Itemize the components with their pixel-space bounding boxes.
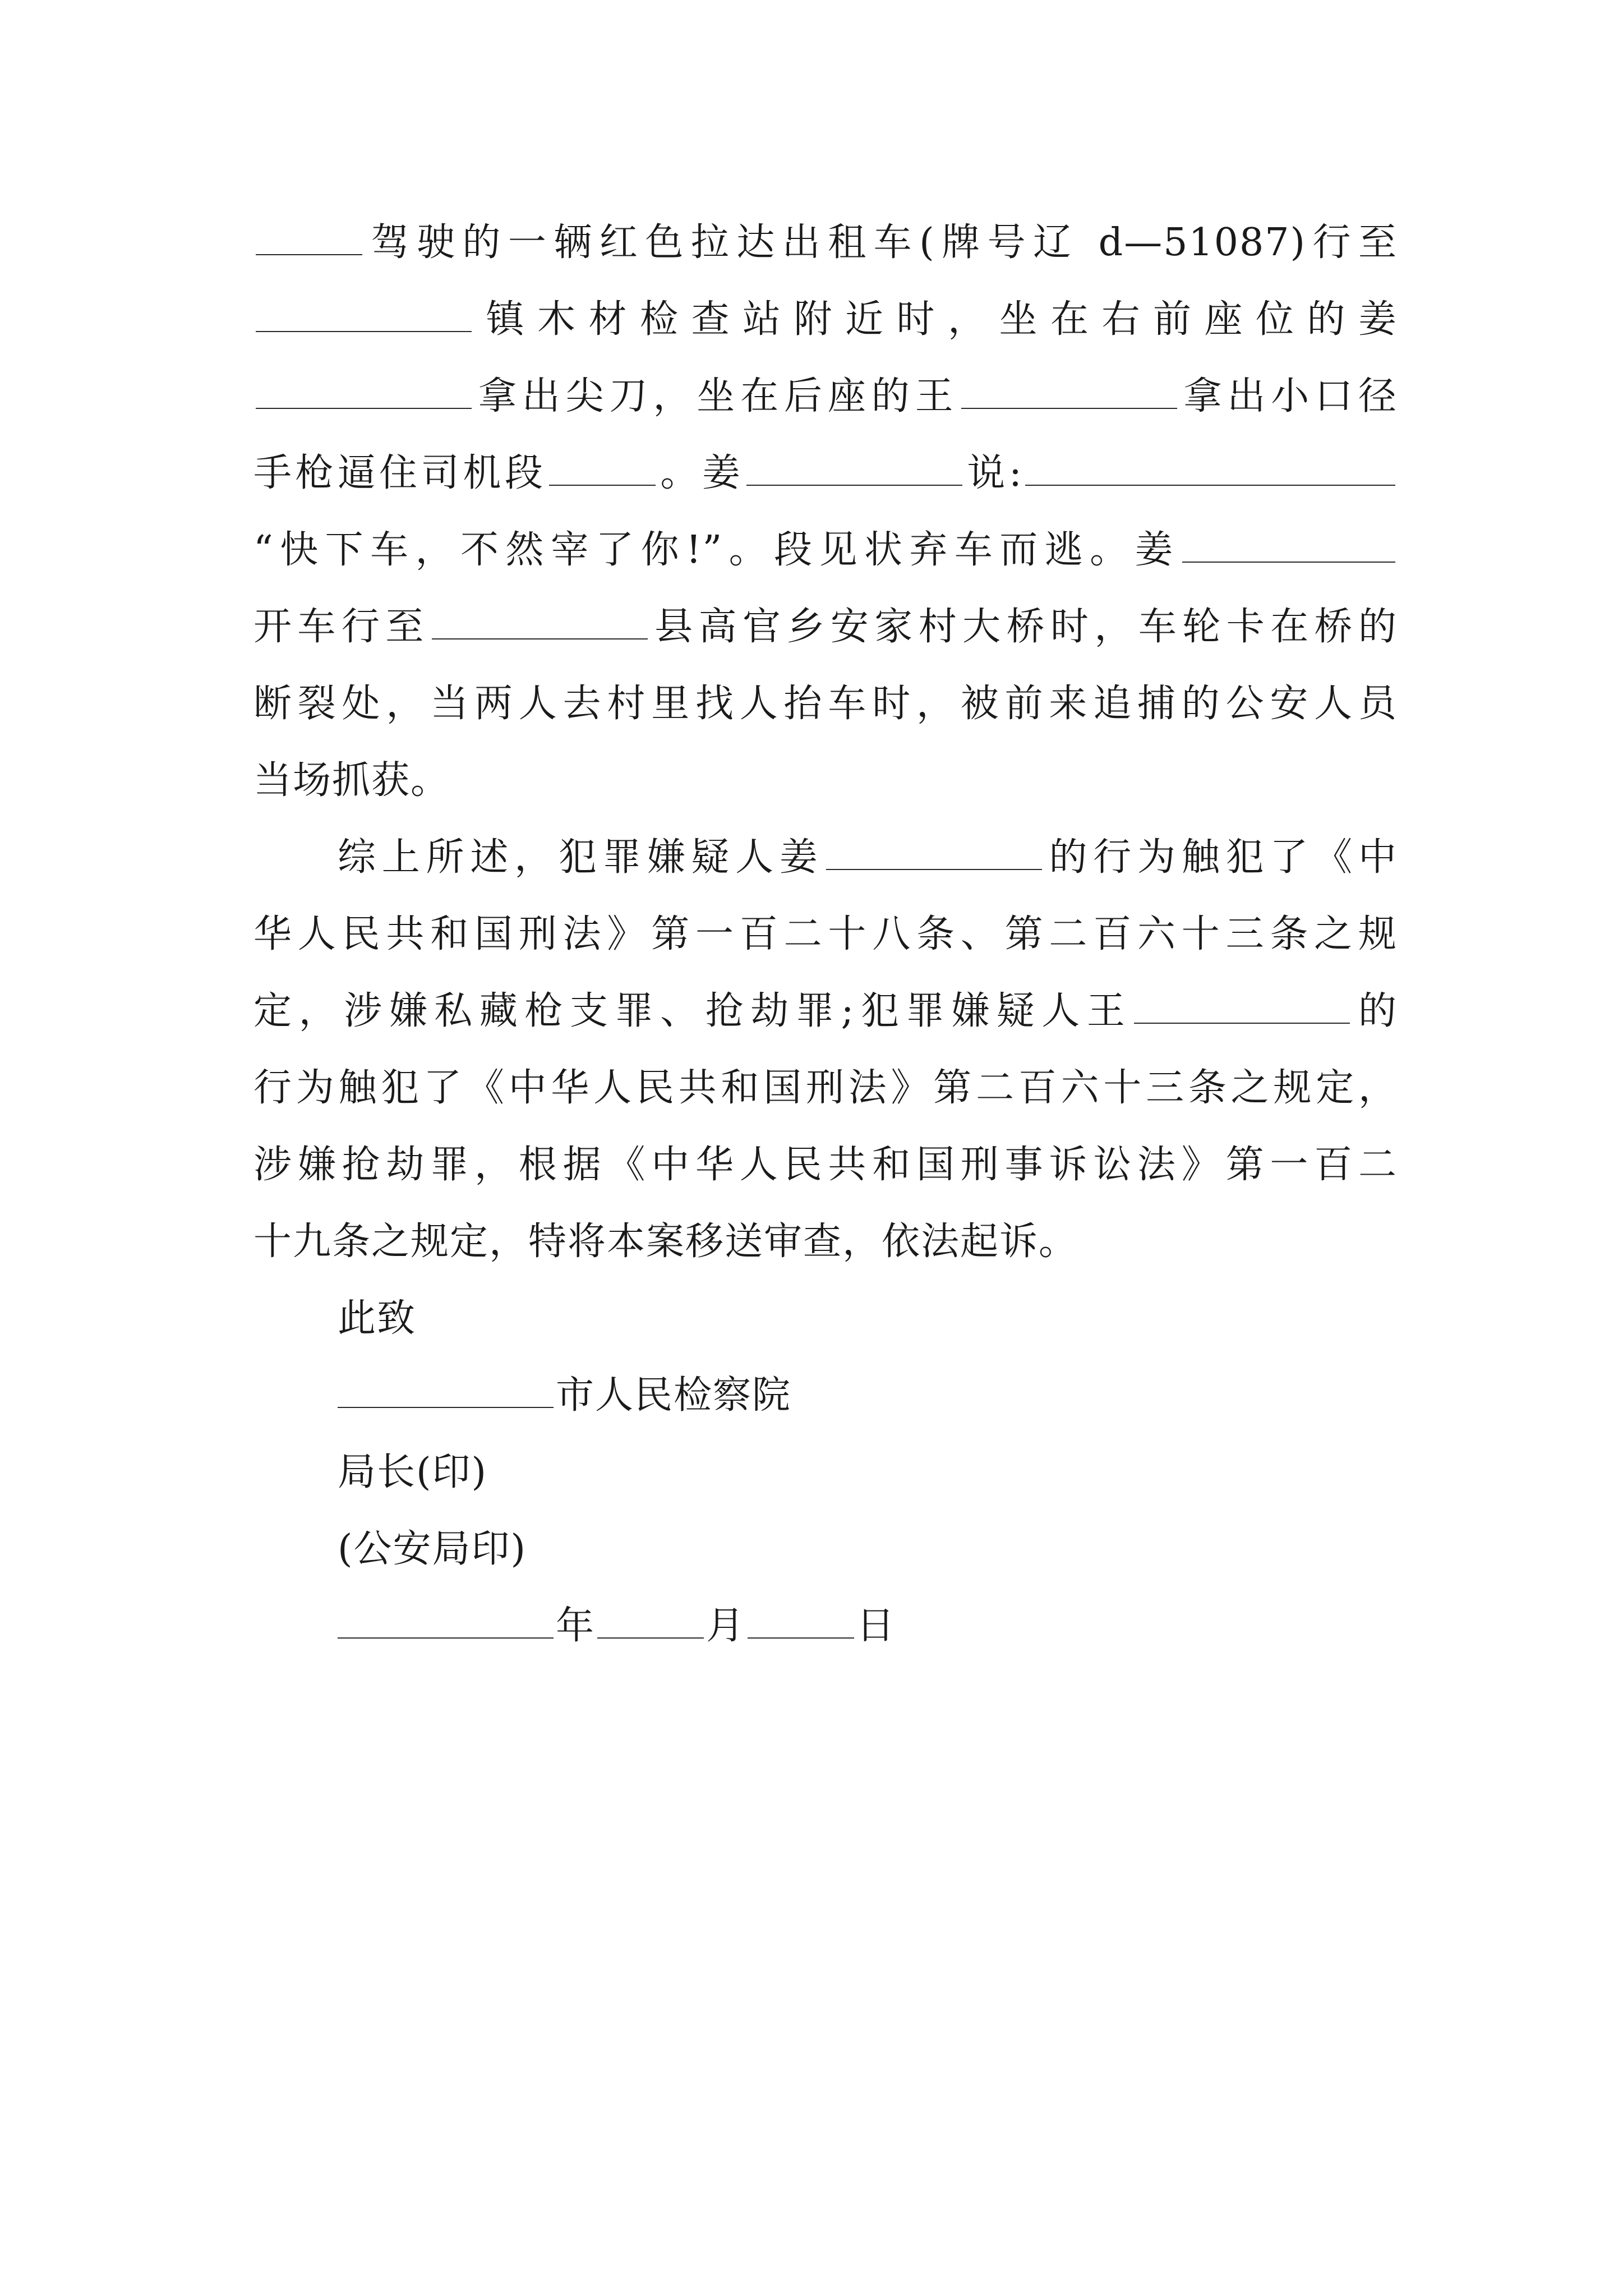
text-run: 日	[856, 1604, 896, 1648]
text-run: 涉嫌抢劫罪，根据《中华人民共和国刑事诉讼法》第一百二	[253, 1143, 1398, 1187]
text-run: “快下车，不然宰了你!”。段见状弃车而逃。姜	[253, 528, 1180, 572]
text-run: 开车行至	[253, 605, 430, 649]
p2-line-5	[253, 1127, 1398, 1203]
p1-line-2	[253, 282, 1398, 358]
text-run: 十九条之规定，特将本案移送审查，依法起诉。	[253, 1220, 1078, 1264]
date-line	[338, 1588, 1398, 1664]
text-run: 镇木材检查站附近时，坐在右前座位的姜	[474, 297, 1398, 342]
text-run: 拿出尖刀，坐在后座的王	[474, 374, 959, 418]
blank-field	[748, 1603, 854, 1639]
text-run: 综上所述，犯罪嫌疑人姜	[338, 835, 824, 880]
blank-field	[256, 219, 362, 255]
seal-line	[338, 1511, 1398, 1588]
text-run: 局长(印)	[338, 1450, 488, 1494]
text-run: 驾驶的一辆红色拉达出租车(牌号辽 d—51087)行至	[365, 220, 1398, 265]
text-run: 市人民检察院	[556, 1373, 792, 1418]
p1-line-5	[253, 512, 1398, 588]
text-run: 年	[556, 1604, 596, 1648]
text-run: 行为触犯了《中华人民共和国刑法》第二百六十三条之规定，	[253, 1066, 1398, 1110]
text-run: 当场抓获。	[253, 758, 450, 803]
p2-line-1	[338, 820, 1398, 896]
text-run: 的	[1352, 989, 1398, 1033]
blank-field	[961, 373, 1177, 409]
p2-line-4	[253, 1050, 1398, 1126]
text-run: 的行为触犯了《中	[1044, 835, 1398, 880]
p2-line-6	[253, 1204, 1398, 1280]
text-run: 华人民共和国刑法》第一百二十八条、第二百六十三条之规	[253, 912, 1398, 956]
blank-field	[1134, 988, 1350, 1024]
blank-field	[256, 296, 472, 332]
p1-line-3	[253, 358, 1398, 435]
blank-field	[746, 450, 962, 486]
p1-line-7	[253, 666, 1398, 742]
blank-field	[338, 1372, 554, 1408]
recipient-line	[338, 1358, 1398, 1434]
p1-line-4	[253, 435, 1398, 512]
text-run: 县高官乡安家村大桥时，车轮卡在桥的	[649, 605, 1398, 649]
p1-line-6	[253, 589, 1398, 665]
p2-line-2	[253, 896, 1398, 973]
text-run: 月	[706, 1604, 746, 1648]
text-run: 断裂处，当两人去村里找人抬车时，被前来追捕的公安人员	[253, 682, 1398, 726]
p1-line-1	[253, 205, 1398, 281]
blank-field	[338, 1603, 554, 1639]
text-run: (公安局印)	[338, 1527, 527, 1571]
text-run: 。姜	[657, 451, 744, 495]
text-run: 拿出小口径	[1179, 374, 1398, 418]
blank-field	[1182, 527, 1395, 563]
blank-field	[1025, 450, 1395, 486]
blank-field	[256, 373, 472, 409]
signer-line	[338, 1434, 1398, 1511]
p1-line-8	[253, 743, 1398, 819]
text-run: 定，涉嫌私藏枪支罪、抢劫罪;犯罪嫌疑人王	[253, 989, 1132, 1033]
text-run: 此致	[338, 1296, 417, 1341]
text-run: 说:	[964, 451, 1023, 495]
blank-field	[826, 834, 1042, 870]
blank-field	[597, 1603, 704, 1639]
p2-line-3	[253, 973, 1398, 1050]
blank-field	[432, 604, 648, 639]
text-run: 手枪逼住司机段	[253, 451, 547, 495]
salutation	[338, 1281, 1398, 1357]
blank-field	[549, 450, 656, 486]
